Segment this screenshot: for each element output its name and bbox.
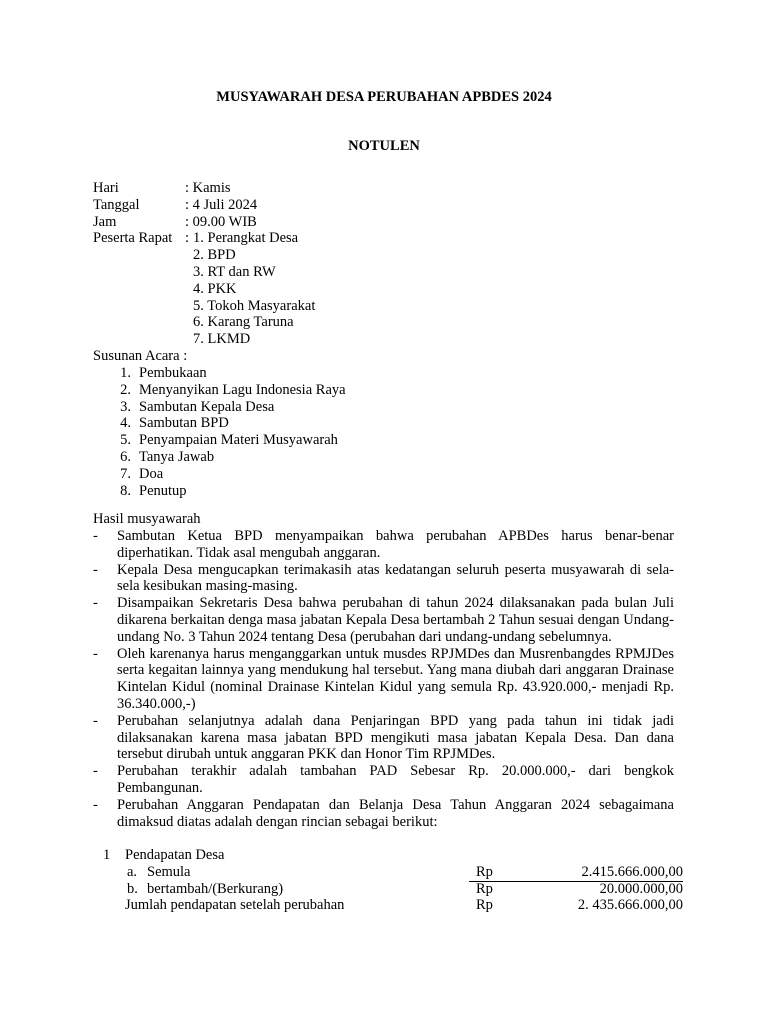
hari-label: Hari xyxy=(93,180,119,196)
acara-number: 6. xyxy=(120,448,131,465)
hasil-item xyxy=(93,797,674,831)
acara-text: Penyampaian Materi Musyawarah xyxy=(139,432,338,449)
acara-number: 1. xyxy=(120,365,131,381)
hasil-text: Kepala Desa mengucapkan terimakasih atas kedatangan seluruh peserta musyawarah di sela-sela kesibukan masing-masing. xyxy=(117,561,674,595)
peserta-item: 6. Karang Taruna xyxy=(193,314,294,331)
peserta-item: 7. LKMD xyxy=(193,331,251,348)
acara-item xyxy=(93,382,346,399)
acara-number: 5. xyxy=(120,432,131,449)
rincian-total-row xyxy=(93,897,685,914)
acara-text: Pembukaan xyxy=(139,365,207,381)
acara-item xyxy=(93,365,346,382)
total-underline xyxy=(469,881,683,882)
tanggal-row xyxy=(93,197,315,214)
rincian-title: Pendapatan Desa xyxy=(125,847,225,863)
document-title: MUSYAWARAH DESA PERUBAHAN APBDES 2024 xyxy=(216,89,552,105)
acara-item xyxy=(93,432,346,449)
acara-item xyxy=(93,415,346,432)
acara-text: Menyanyikan Lagu Indonesia Raya xyxy=(139,381,346,398)
hasil-dash: - xyxy=(93,796,98,813)
hasil-title: Hasil musyawarah xyxy=(93,511,201,527)
jam-value: : 09.00 WIB xyxy=(185,213,257,230)
meeting-info xyxy=(93,180,315,348)
hasil-item xyxy=(93,528,674,562)
rincian-row-currency: Rp xyxy=(476,863,493,880)
rincian-row-number: b. xyxy=(127,880,138,897)
rincian-heading-row xyxy=(93,847,685,864)
acara-item xyxy=(93,449,346,466)
peserta-item: 2. BPD xyxy=(193,247,236,264)
rincian-row-number: a. xyxy=(127,863,138,880)
rincian-row-amount: 20.000.000,00 xyxy=(599,880,683,897)
hasil-item xyxy=(93,562,674,596)
rincian-row-label: Semula xyxy=(147,863,191,880)
rincian-row-currency: Rp xyxy=(476,880,493,897)
hasil-dash: - xyxy=(93,712,98,729)
acara-number: 2. xyxy=(120,381,131,398)
hasil-dash: - xyxy=(93,561,98,578)
hasil-text: Sambutan Ketua BPD menyampaikan bahwa perubahan APBDes harus benar-benar diperhatikan. Tidak asal mengubah anggaran. xyxy=(117,528,674,561)
peserta-item: 3. RT dan RW xyxy=(193,263,276,280)
acara-text: Tanya Jawab xyxy=(139,448,215,465)
hasil-text: Perubahan Anggaran Pendapatan dan Belanja Desa Tahun Anggaran 2024 sebagaimana dimaksud diatas adalah dengan rincian sebagai berikut: xyxy=(117,796,674,830)
hasil-item xyxy=(93,713,674,763)
hasil-dash: - xyxy=(93,763,98,780)
hasil-item xyxy=(93,595,674,645)
acara-number: 4. xyxy=(120,415,131,432)
hasil-dash: - xyxy=(93,645,98,662)
acara-item xyxy=(93,399,346,416)
peserta-list xyxy=(193,230,315,348)
hasil-list xyxy=(93,528,674,830)
tanggal-value: : 4 Juli 2024 xyxy=(185,196,258,213)
hasil-text: Perubahan selanjutnya adalah dana Penjaringan BPD yang pada tahun ini tidak jadi dilaksanakan karena masa jabatan BPD mengikuti masa jabatan Kepala Desa. Dan dana tersebut dirubah untuk anggaran PKK dan Honor Tim RPJMDes. xyxy=(117,712,674,763)
jam-row xyxy=(93,214,315,231)
acara-text: Doa xyxy=(139,465,164,482)
rincian-total-label: Jumlah pendapatan setelah perubahan xyxy=(125,897,345,914)
peserta-colon: : xyxy=(185,230,190,247)
hasil-text: Disampaikan Sekretaris Desa bahwa perubahan di tahun 2024 dilaksanakan pada bulan Juli dikarena berkaitan denga masa jabatan Kepala Desa bertambah 2 Tahun sesuai dengan Undang-undang No. 3 Tahun 2024 tentang Desa (perubahan dari undang-undang sebelumnya. xyxy=(117,595,674,645)
rincian-row xyxy=(93,864,685,881)
rincian-row xyxy=(93,881,685,898)
acara-number: 3. xyxy=(120,398,131,415)
acara-item xyxy=(93,483,346,500)
rincian-total-currency: Rp xyxy=(476,897,493,914)
hasil-dash: - xyxy=(93,595,98,612)
peserta-item: 4. PKK xyxy=(193,280,237,297)
acara-number: 7. xyxy=(120,465,131,482)
jam-label: Jam xyxy=(93,213,117,230)
acara-text: Penutup xyxy=(139,482,187,499)
acara-title: Susunan Acara : xyxy=(93,348,188,364)
rincian-row-label: bertambah/(Berkurang) xyxy=(147,880,284,897)
acara-item xyxy=(93,466,346,483)
acara-text: Sambutan Kepala Desa xyxy=(139,398,275,415)
hari-value: : Kamis xyxy=(185,180,231,196)
tanggal-label: Tanggal xyxy=(93,196,140,213)
peserta-row xyxy=(93,230,315,348)
peserta-label: Peserta Rapat xyxy=(93,230,173,247)
hasil-dash: - xyxy=(93,528,98,544)
hasil-text: Oleh karenanya harus menganggarkan untuk musdes RPJMDes dan Musrenbangdes RPMJDes serta kegaitan lainnya yang mendukung hal tersebut. Yang mana diubah dari anggaran Drainase Kintelan Kidul (nominal Drainase Kintelan Kidul yang semula Rp. 43.920.000,- menjadi Rp. 36.340.000,-) xyxy=(117,645,674,712)
peserta-item: 1. Perangkat Desa xyxy=(193,230,299,247)
acara-number: 8. xyxy=(120,482,131,499)
hasil-item xyxy=(93,646,674,713)
hari-row xyxy=(93,180,315,197)
hasil-text: Perubahan terakhir adalah tambahan PAD Sebesar Rp. 20.000.000,- dari bengkok Pembangunan. xyxy=(117,763,674,796)
acara-text: Sambutan BPD xyxy=(139,415,229,432)
rincian-total-amount: 2. 435.666.000,00 xyxy=(577,897,683,914)
hasil-item xyxy=(93,763,674,797)
peserta-item: 5. Tokoh Masyarakat xyxy=(193,297,316,314)
document-subtitle: NOTULEN xyxy=(348,138,420,154)
acara-list xyxy=(93,365,346,499)
rincian-table xyxy=(93,847,685,914)
rincian-number: 1 xyxy=(103,847,111,863)
rincian-row-amount: 2.415.666.000,00 xyxy=(581,863,683,880)
